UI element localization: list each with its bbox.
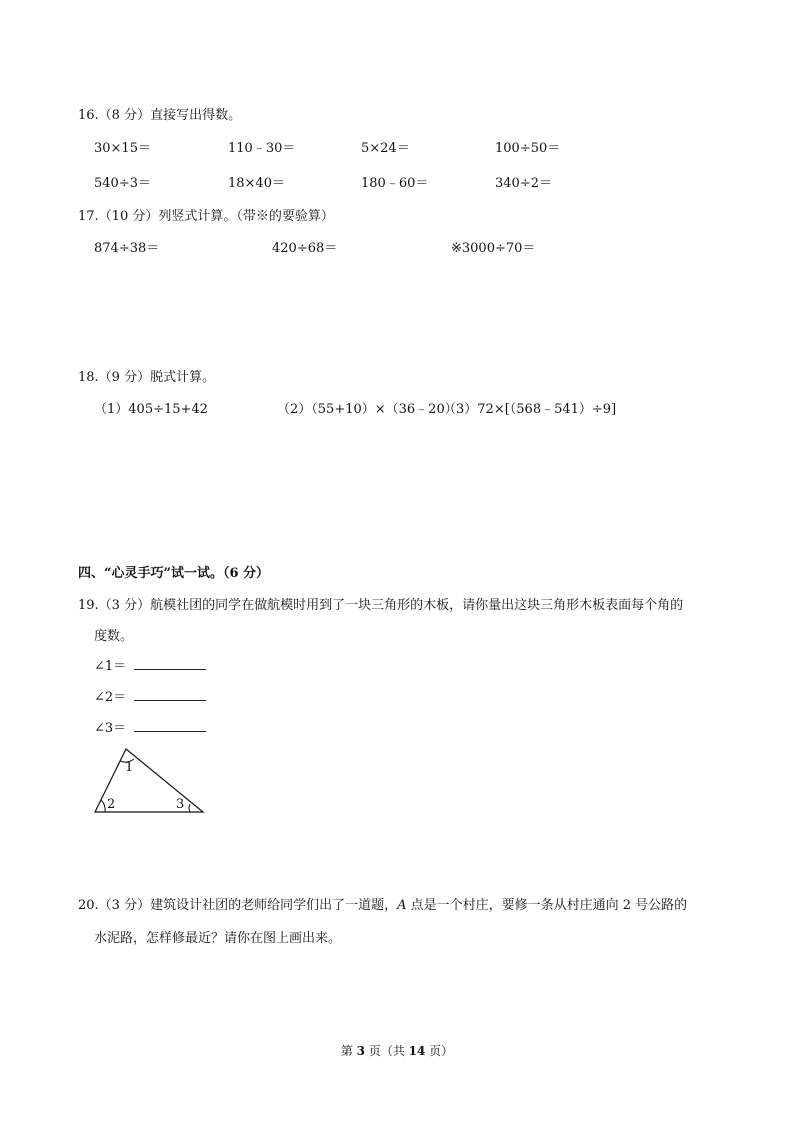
angle-1-label: ∠1＝ bbox=[94, 659, 127, 674]
angle-3-arc bbox=[189, 804, 190, 812]
q18-item-1: （1）405÷15+42 bbox=[94, 402, 208, 417]
q19-line-2: 度数。 bbox=[94, 629, 134, 644]
q18-item-3: （3）72×[（568﹣541）÷9] bbox=[443, 402, 617, 417]
angle-2-answer-blank[interactable] bbox=[134, 700, 206, 701]
triangle-label-2: 2 bbox=[107, 797, 116, 812]
q20-line-2: 水泥路，怎样修最近？请你在图上画出来。 bbox=[94, 931, 342, 946]
q16-item-5: 540÷3＝ bbox=[94, 176, 151, 191]
triangle-figure bbox=[90, 745, 210, 817]
footer-suffix: 页） bbox=[425, 1044, 454, 1058]
footer-middle: 页（共 bbox=[365, 1044, 409, 1058]
q16-item-3: 5×24＝ bbox=[361, 141, 410, 156]
footer-page-number: 3 bbox=[356, 1044, 365, 1058]
q17-header: 17.（10 分）列竖式计算。（带※的要验算） bbox=[78, 209, 334, 224]
q17-item-3: ※3000÷70＝ bbox=[451, 241, 536, 256]
angle-2-label: ∠2＝ bbox=[94, 690, 127, 705]
section-title: 四、“心灵手巧”试一试。（6 分） bbox=[78, 566, 270, 581]
angle-3-answer-blank[interactable] bbox=[134, 731, 206, 732]
q20-line-1-suffix: 点是一个村庄，要修一条从村庄通向 2 号公路的 bbox=[406, 898, 688, 913]
q17-item-1: 874÷38＝ bbox=[94, 241, 160, 256]
triangle-label-3: 3 bbox=[176, 797, 185, 812]
angle-1-answer-blank[interactable] bbox=[134, 669, 206, 670]
triangle-label-1: 1 bbox=[125, 760, 134, 775]
q20-line-1-prefix: 20.（3 分）建筑设计社团的老师给同学们出了一道题， bbox=[78, 898, 398, 913]
q16-item-8: 340÷2＝ bbox=[495, 176, 552, 191]
q16-item-4: 100÷50＝ bbox=[495, 141, 561, 156]
q19-line-1: 19.（3 分）航模社团的同学在做航模时用到了一块三角形的木板，请你量出这块三角形木板表面每个角的 bbox=[78, 598, 684, 613]
footer-prefix: 第 bbox=[340, 1044, 357, 1058]
q16-item-6: 18×40＝ bbox=[228, 176, 285, 191]
q16-header: 16.（8 分）直接写出得数。 bbox=[78, 108, 242, 123]
q17-item-2: 420÷68＝ bbox=[272, 241, 338, 256]
q18-item-2: （2）（55+10）×（36﹣20） bbox=[277, 402, 458, 417]
q16-item-7: 180﹣60＝ bbox=[361, 176, 429, 191]
q16-item-2: 110﹣30＝ bbox=[228, 141, 296, 156]
page-footer bbox=[0, 1042, 794, 1059]
angle-3-label: ∠3＝ bbox=[94, 721, 127, 736]
q20-line-1 bbox=[78, 894, 687, 913]
angle-2-arc bbox=[101, 800, 105, 812]
footer-total-pages: 14 bbox=[408, 1044, 426, 1058]
q16-item-1: 30×15＝ bbox=[94, 141, 151, 156]
q18-header: 18.（9 分）脱式计算。 bbox=[78, 370, 216, 385]
q20-point-a: A bbox=[397, 898, 407, 913]
